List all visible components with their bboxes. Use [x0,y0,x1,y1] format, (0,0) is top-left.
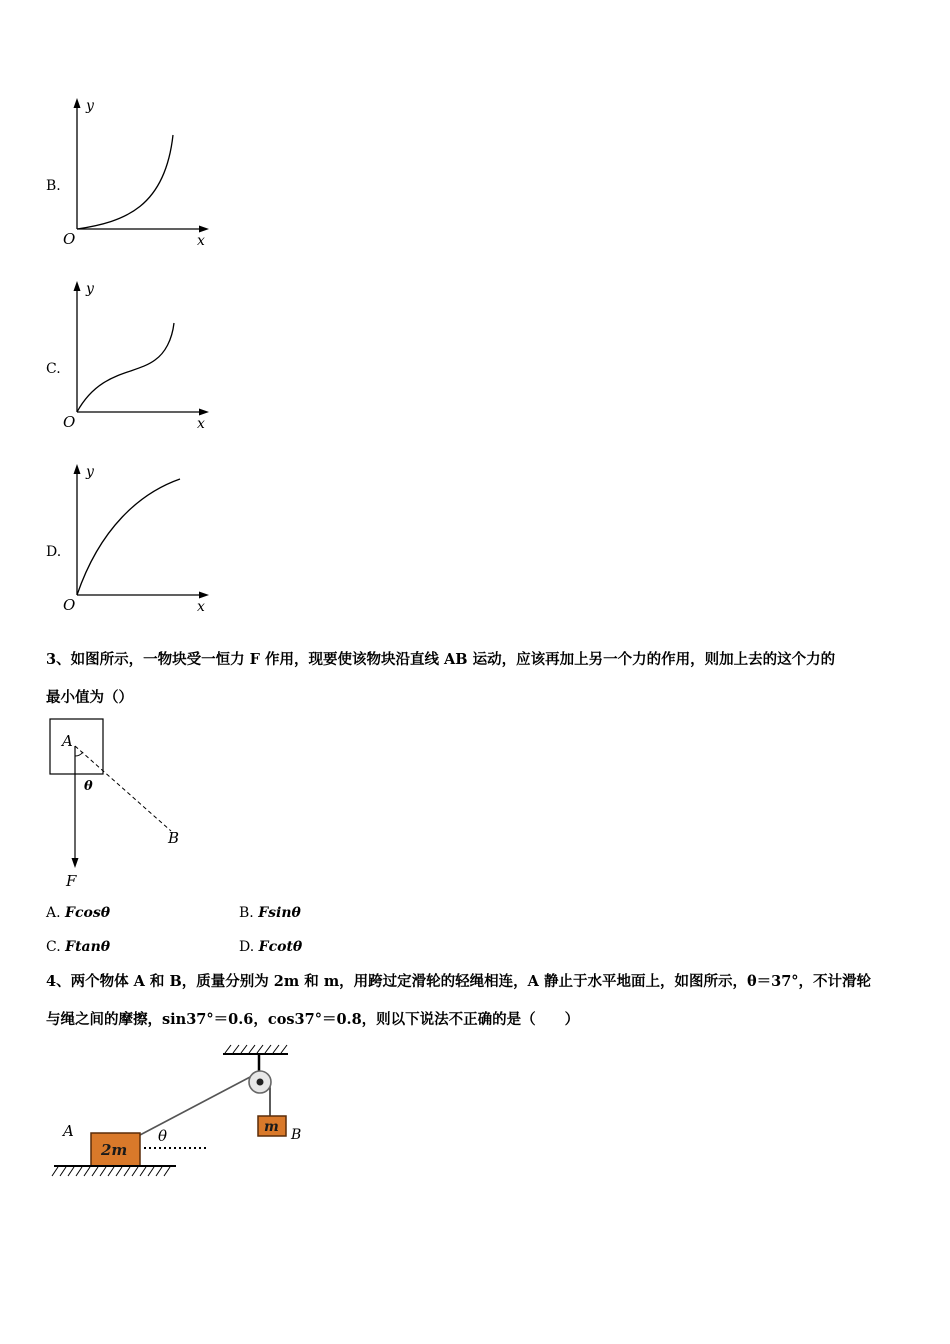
y-label: y [86,464,94,480]
x-label: x [197,599,205,615]
graph-d [55,458,225,618]
q3-option-a[interactable] [46,905,110,921]
q3-line2: 最小值为（） [46,689,133,706]
q3-option-b[interactable] [239,905,301,921]
y-label: y [86,281,94,297]
option-letter: A. [46,905,61,921]
curve-d [77,479,180,595]
y-axis-arrow [74,281,81,291]
block-square [50,719,103,774]
curve-c [77,323,174,412]
q3-option-c[interactable] [46,939,110,955]
x-label: x [197,233,205,249]
option-value: Fcosθ [65,905,111,921]
label-theta: θ [158,1127,168,1145]
option-value: Ftanθ [65,939,111,955]
option-b-label: B. [46,178,61,194]
y-label: y [86,98,94,114]
x-axis-arrow [199,592,209,599]
curve-b [77,135,173,229]
graph-b [55,92,225,252]
x-label: x [197,416,205,432]
option-value: Fsinθ [258,905,301,921]
q4-line2: 与绳之间的摩擦，sin37°＝0.6，cos37°＝0.8，则以下说法不正确的是（ ） [46,1011,580,1028]
pulley-axle [257,1079,264,1086]
option-value: Fcotθ [258,939,303,955]
ground-hatch [52,1167,170,1176]
option-letter: B. [239,905,254,921]
x-axis-arrow [199,226,209,233]
option-letter: C. [46,939,61,955]
force-f-arrow [72,858,79,868]
origin-label: O [63,230,76,248]
option-d-label: D. [46,544,62,560]
label-b: B [168,829,180,847]
label-a: A [62,732,73,750]
y-axis-arrow [74,464,81,474]
origin-label: O [63,596,76,614]
x-axis-arrow [199,409,209,416]
label-a: A [63,1122,74,1140]
option-letter: D. [239,939,255,955]
q3-figure [40,710,200,895]
q4-line1: 4、两个物体 A 和 B，质量分别为 2m 和 m，用跨过定滑轮的轻绳相连，A 静止于水平地面上，如图所示，θ＝37°，不计滑轮 [46,973,872,990]
y-axis-arrow [74,98,81,108]
block-a-label: 2m [101,1141,128,1159]
rope-a [140,1076,252,1135]
option-c-label: C. [46,361,61,377]
block-b-label: m [264,1119,279,1135]
q3-line1: 3、如图所示，一物块受一恒力 F 作用，现要使该物块沿直线 AB 运动，应该再加上另一个力的作用，则加上去的这个力的 [46,651,836,668]
graph-c [55,275,225,435]
q3-option-d[interactable] [239,939,302,955]
q4-figure [48,1040,318,1185]
ceiling-hatch [225,1045,287,1053]
label-theta: θ [84,779,93,794]
origin-label: O [63,413,76,431]
label-b: B [291,1127,302,1143]
label-f: F [66,872,77,890]
